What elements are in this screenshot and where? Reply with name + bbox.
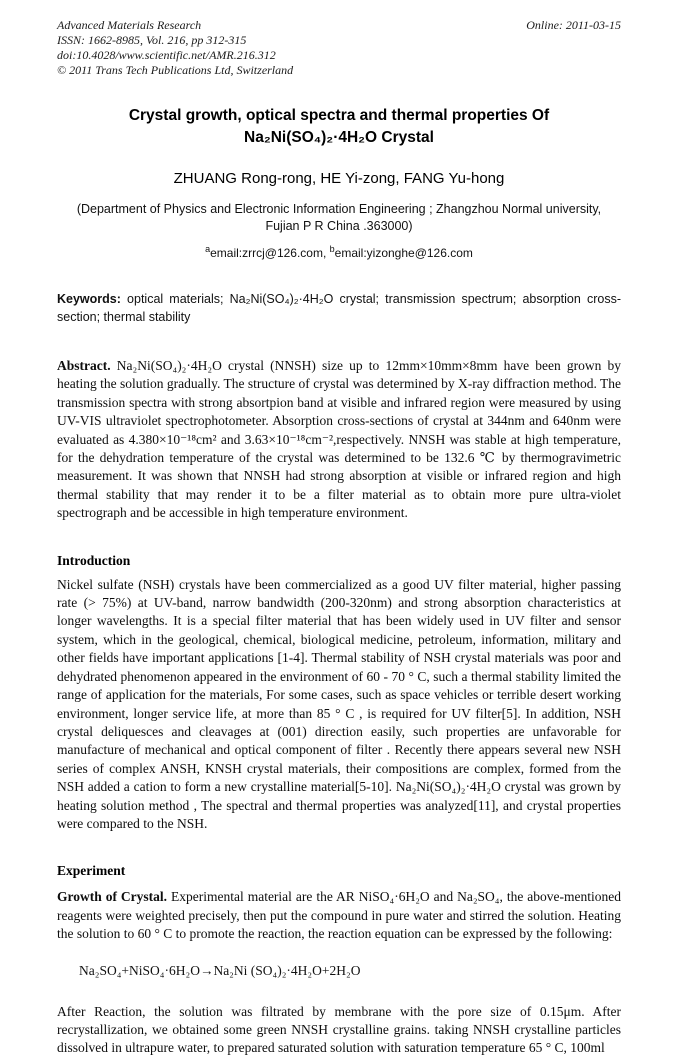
after-reaction-paragraph: After Reaction, the solution was filtrated by membrane with the pore size of 0.15μm. After recrystallization, we obtained some green NNSH crystalline grains. taking NNSH crystalline particles dissolved in ultrapure water, to prepared saturated solution with saturation temperature 65 ° C, 100ml [57,1003,621,1056]
affiliation-line1: (Department of Physics and Electronic Information Engineering ; Zhangzhou Normal university, [76,202,602,216]
online-date: Online: 2011-03-15 [526,18,621,32]
experiment-heading: Experiment [57,863,126,879]
paper-title [57,105,621,149]
doi-line: doi:10.4028/www.scientific.net/AMR.216.312 [57,48,276,62]
abstract-text: Na₂Ni(SO₄)₂·4H₂O crystal (NNSH) size up to 12mm×10mm×8mm have been grown by heating the solution gradually. The structure of crystal was determined by X-ray diffraction method. The transmission spectra with strong absortpion band at visible and infrared region were measured by using UV-VIS ultraviolet spectrophotometer. Absorption cross-sections of crystal at 344nm and 640nm were evaluated as 4.380×10⁻¹⁸cm² and 3.63×10⁻¹⁸cm⁻²,respectively. NNSH was stable at high temperature, for the dehydration temperature of the crystal was determined to be 132.6 ℃ by thermogravimetric measurement. It was shown that NNSH had strong absorption at visible or infrared region and high thermal stability that may render it to be a filter material as to obtain more pure ultra-violet spectrograph and be accessible in high temperature environment. [57,358,621,521]
email-superscript-b: b [329,244,335,254]
email-a: email:zrrcj@126.com, [210,246,330,260]
abstract-paragraph [57,357,621,523]
email-superscript-a: a [205,244,211,254]
growth-of-crystal-label: Growth of Crystal. [57,889,168,905]
journal-name: Advanced Materials Research [57,18,202,32]
keywords-text: optical materials; Na₂Ni(SO₄)₂·4H₂O crystal; transmission spectrum; absorption cross-section; thermal stability [57,292,621,324]
emails-line [57,246,621,260]
introduction-heading: Introduction [57,552,131,568]
paper-title-line1: Crystal growth, optical spectra and thermal properties Of [128,107,550,124]
reaction-equation: Na₂SO₄+NiSO₄·6H₂O→Na₂Ni (SO₄)₂·4H₂O+2H₂O [79,962,361,978]
affiliation [57,201,621,235]
abstract-label: Abstract. [57,358,111,373]
introduction-paragraph: Nickel sulfate (NSH) crystals have been commercialized as a good UV filter material, higher passing rate (> 75%) at UV-band, narrow bandwidth (200-320nm) and strong absorption characteristics at longer wavelengths. It is a special filter material that has been widely used in UV filter and sensor system, which in the geological, chemical, biological medicine, petroleum, information, military and other fields have important applications [1-4]. Thermal stability of NSH crystal materials was poor and dehydrated phenomenon appeared in the environment of 60 - 70 ° C, such a thermal stability limited the range of application for the materials, For some cases, such as space vehicles or terrible desert working environment, longer service life, at more than 85 ° C , is required for UV filter[5]. In addition, NSH crystal deliquesces and cleavages at (001) direction easily, such properties are unfavorable for manufacture of mechanical and optical component of filter . Recently there appears several new NSH series of complex ANSH, KNSH crystal materials, their compositions are complex, formed from the NSH added a cation to form a new crystalline material[5-10]. Na₂Ni(SO₄)₂·4H₂O crystal was grown by heating solution method , The spectral and thermal properties was analyzed[11], and crystal properties were compared to the NSH. [57,576,621,831]
growth-of-crystal-paragraph [57,888,621,943]
affiliation-line2: Fujian P R China .363000) [265,219,413,233]
email-b: email:yizonghe@126.com [334,246,473,260]
keywords-paragraph [57,290,621,326]
growth-of-crystal-text: Experimental material are the AR NiSO₄·6H₂O and Na₂SO₄, the above-mentioned reagents were weighted precisely, then put the compound in pure water and stirred the solution. Heating the solution to 60 ° C to promote the reaction, the reaction equation can be expressed by the following: [57,889,622,942]
issn-volume-line: ISSN: 1662-8985, Vol. 216, pp 312-315 [57,33,247,47]
publication-info [57,18,293,78]
publication-header [57,18,621,78]
paper-title-line2: Na₂Ni(SO₄)₂·4H₂O Crystal [244,129,434,146]
copyright-line: © 2011 Trans Tech Publications Ltd, Switzerland [57,63,294,77]
keywords-label: Keywords: [57,292,121,306]
authors-line: ZHUANG Rong-rong, HE Yi-zong, FANG Yu-hong [173,170,505,187]
